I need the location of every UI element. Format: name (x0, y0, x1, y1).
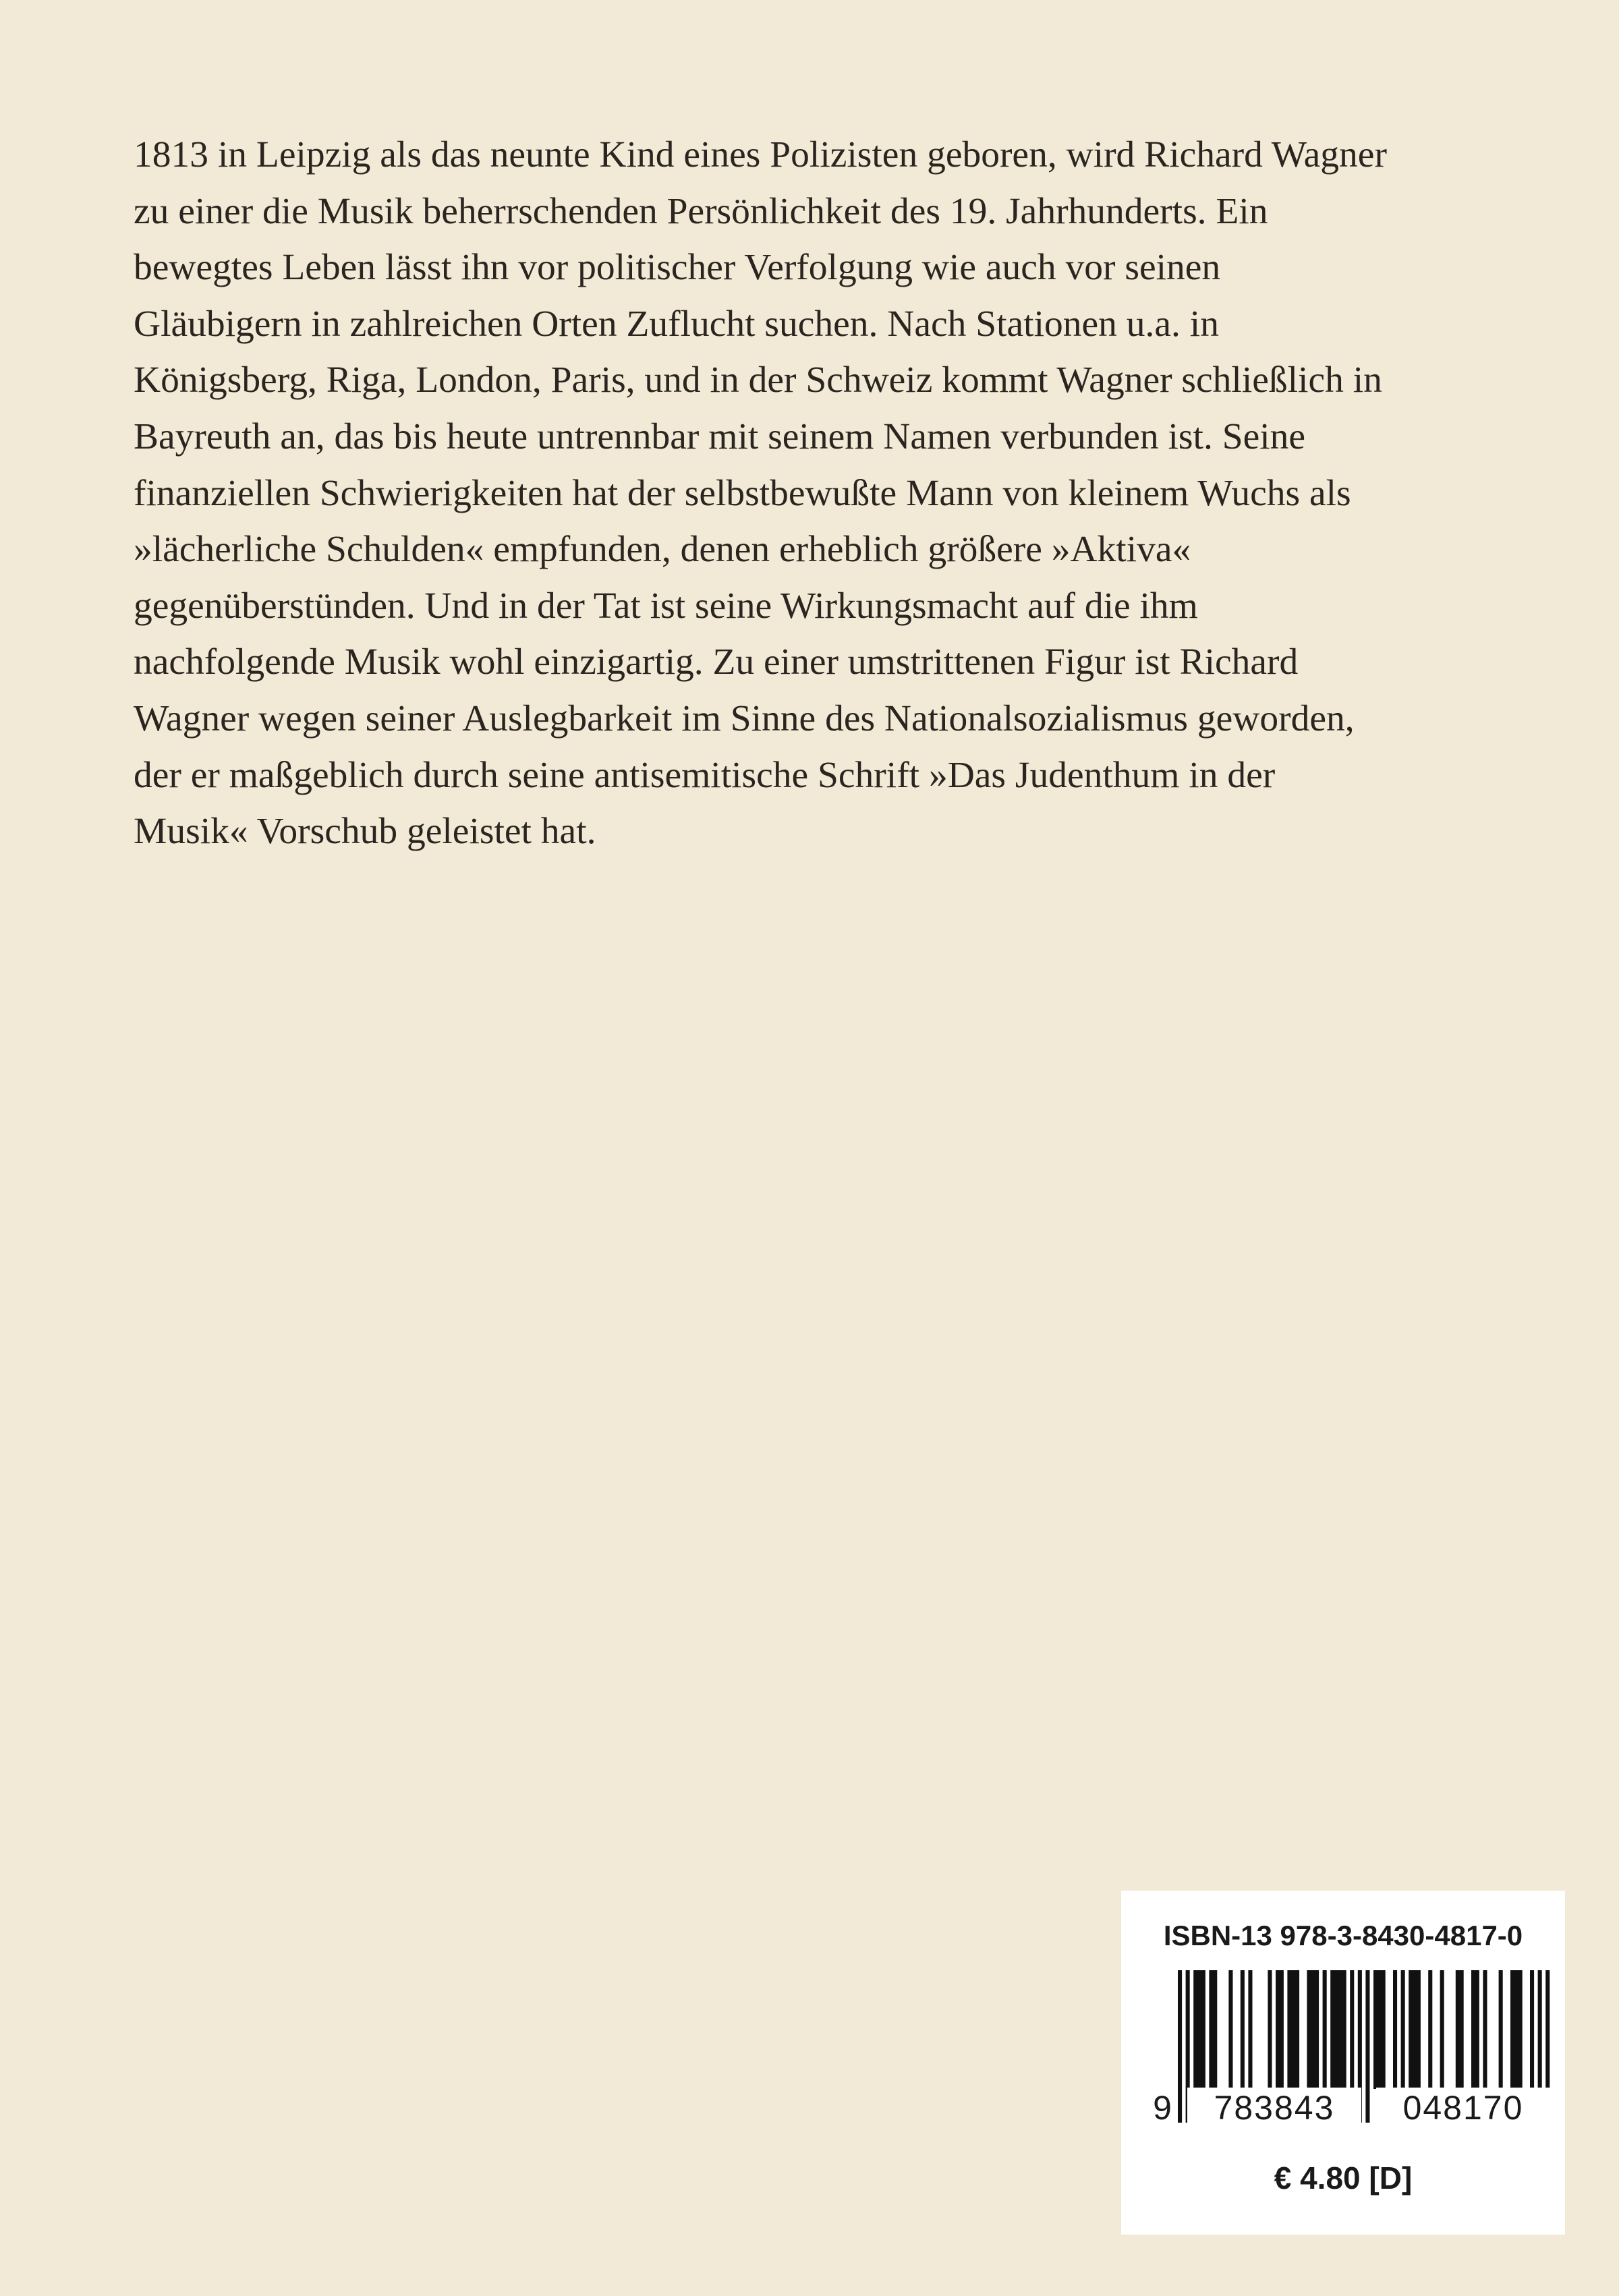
isbn-label: ISBN-13 978-3-8430-4817-0 (1163, 1920, 1523, 1951)
barcode-bar (1209, 1970, 1213, 2089)
barcode-bar (1338, 1970, 1342, 2089)
barcode-bar (1334, 1970, 1338, 2089)
price-label: € 4.80 [D] (1274, 2160, 1413, 2195)
blurb-line: Bayreuth an, das bis heute untrennbar mit seinem Namen verbunden ist. Seine (134, 415, 1306, 457)
barcode-bar (1291, 1970, 1295, 2089)
barcode-digits-right: 048170 (1376, 2088, 1550, 2128)
barcode-bar (1413, 1970, 1417, 2089)
barcode-bar (1514, 1970, 1518, 2089)
barcode-bar (1350, 1970, 1354, 2089)
barcode-bar (1393, 1970, 1397, 2089)
barcode-bar (1456, 1970, 1460, 2089)
barcode-bar (1499, 1970, 1503, 2089)
barcode-bar (1241, 1970, 1245, 2089)
blurb-line: 1813 in Leipzig als das neunte Kind eines Polizisten geboren, wird Richard Wagner (134, 134, 1387, 175)
blurb-line: Wagner wegen seiner Auslegbarkeit im Sinne des Nationalsozialismus geworden, (134, 697, 1355, 739)
barcode-bar (1377, 1970, 1382, 2089)
blurb-line: Gläubigern in zahlreichen Orten Zuflucht suchen. Nach Stationen u.a. in (134, 303, 1219, 345)
barcode-bar (1342, 1970, 1346, 2089)
barcode-bar (1475, 1970, 1479, 2089)
barcode-bar (1330, 1970, 1334, 2089)
barcode-bar (1193, 1970, 1197, 2089)
blurb-line: bewegtes Leben lässt ihn vor politischer Verfolgung wie auch vor seinen (134, 247, 1221, 289)
barcode-bar (1287, 1970, 1291, 2089)
barcode-bar (1228, 1970, 1232, 2089)
barcode-bar (1280, 1970, 1284, 2089)
blurb-line: finanziellen Schwierigkeiten hat der selbstbewußte Mann von kleinem Wuchs als (134, 472, 1351, 514)
barcode-bar (1510, 1970, 1514, 2089)
blurb-line: Musik« Vorschub geleistet hat. (134, 811, 596, 853)
barcode-bar (1201, 1970, 1205, 2089)
blurb-line: Königsberg, Riga, London, Paris, und in der Schweiz kommt Wagner schließlich in (134, 360, 1382, 401)
barcode-bar (1401, 1970, 1405, 2089)
barcode-bar (1197, 1970, 1201, 2089)
blurb-line: zu einer die Musik beherrschenden Persönlichkeit des 19. Jahrhunderts. Ein (134, 190, 1268, 232)
blurb-text (134, 127, 1523, 860)
barcode-digits-left: 783843 (1187, 2088, 1361, 2128)
barcode-bar (1323, 1970, 1327, 2089)
barcode-bar (1471, 1970, 1475, 2089)
barcode-bar (1530, 1970, 1534, 2089)
blurb-line: nachfolgende Musik wohl einzigartig. Zu einer umstrittenen Figur ist Richard (134, 641, 1299, 683)
barcode-bar (1213, 1970, 1217, 2089)
barcode-bar (1311, 1970, 1315, 2089)
blurb-line: »lächerliche Schulden« empfunden, denen erheblich größere »Aktiva« (134, 529, 1191, 571)
barcode-bar (1409, 1970, 1413, 2089)
barcode-bar (1373, 1970, 1377, 2089)
barcode-bar (1295, 1970, 1299, 2089)
barcode-digits (1121, 2088, 1565, 2128)
barcode-bar (1276, 1970, 1280, 2089)
barcode-bar (1518, 1970, 1523, 2089)
barcode-bar (1307, 1970, 1311, 2089)
blurb-line: gegenüberstünden. Und in der Tat ist seine Wirkungsmacht auf die ihm (134, 585, 1198, 627)
barcode-digit-first: 9 (1149, 2088, 1176, 2128)
barcode-bar (1483, 1970, 1487, 2089)
barcode-bar (1440, 1970, 1444, 2089)
barcode-bar (1460, 1970, 1464, 2089)
barcode-bar (1268, 1970, 1272, 2089)
barcode-bar (1382, 1970, 1386, 2089)
barcode-bar (1428, 1970, 1432, 2089)
barcode-bar (1315, 1970, 1319, 2089)
blurb-line: der er maßgeblich durch seine antisemitische Schrift »Das Judenthum in der (134, 754, 1276, 796)
barcode-bar (1248, 1970, 1252, 2089)
barcode-bar (1417, 1970, 1421, 2089)
isbn-barcode-box (1121, 1891, 1565, 2235)
